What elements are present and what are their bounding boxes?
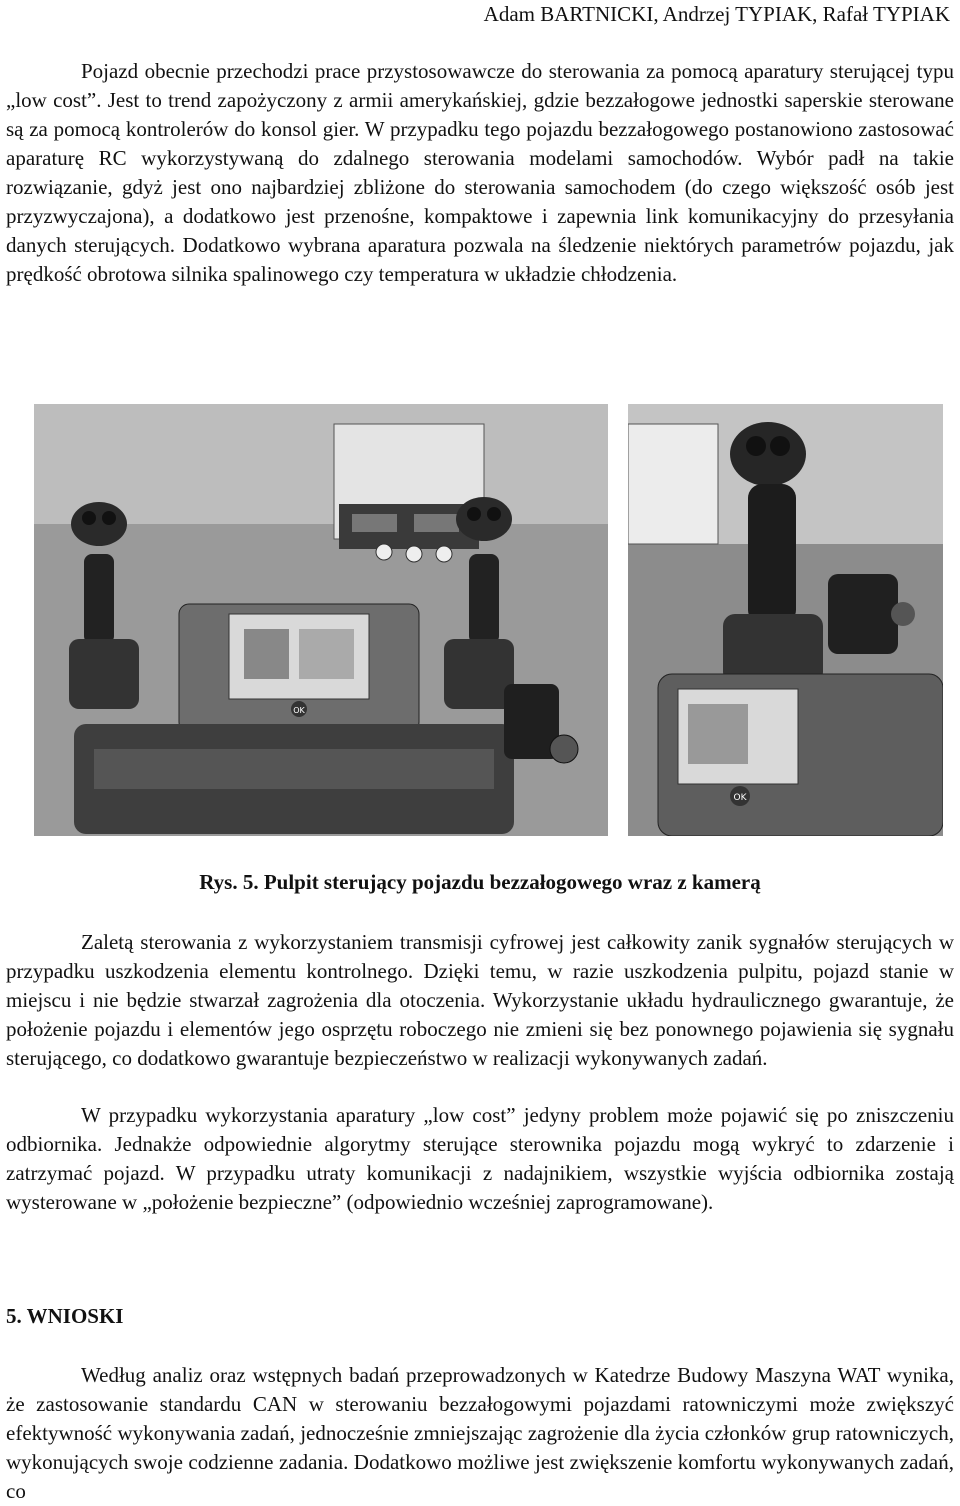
photo-control-desk-left xyxy=(34,404,608,836)
running-header-authors: Adam BARTNICKI, Andrzej TYPIAK, Rafał TYPIAK xyxy=(483,2,950,26)
paragraph-2: Zaletą sterowania z wykorzystaniem transmisji cyfrowej jest całkowity zanik sygnałów sterujących w przypadku uszkodzenia elementu kontrolnego. Dzięki temu, w razie uszkodzenia pulpitu, pojazd stanie w miejscu i nie będzie stwarzał zagrożenia dla otoczenia. Wykorzystanie układu hydraulicznego gwarantuje, że położenie pojazdu i elementów jego osprzętu roboczego nie zmieni się bez ponownego pojawienia się sygnału sterującego, co dodatkowo gwarantuje bezpieczeństwo w realizacji wykonywanych zadań. xyxy=(6,930,954,1070)
paragraph-4: Według analiz oraz wstępnych badań przeprowadzonych w Katedrze Budowy Maszyna WAT wynika, że zastosowanie standardu CAN w sterowaniu bezzałogowymi pojazdami ratowniczymi może zwiększyć efektywność wykonywania zadań, jednocześnie zmniejszając zagrożenie dla życia członków grup ratowniczych, wykonujących swoje codzienne zadania. Dodatkowo możliwe jest zwiększenie komfortu wykonywanych zadań, co xyxy=(6,1363,954,1503)
figure-caption: Rys. 5. Pulpit sterujący pojazdu bezzałogowego wraz z kamerą xyxy=(199,870,761,894)
paragraph-3: W przypadku wykorzystania aparatury „low cost” jedyny problem może pojawić się po zniszczeniu odbiornika. Jednakże odpowiednie algorytmy sterujące sterownika pojazdu mogą wykryć to zdarzenie i zatrzymać pojazd. W przypadku utraty komunikacji z nadajnikiem, wszystkie wyjścia odbiornika zostają wysterowane w „położenie bezpieczne” (odpowiednio wcześniej zaprogramowane). xyxy=(6,1103,954,1214)
section-heading-conclusions: 5. WNIOSKI xyxy=(6,1304,124,1328)
tablet-closeup xyxy=(658,674,943,836)
tablet-ok-label-left: OK xyxy=(293,706,305,715)
power-supply-unit xyxy=(334,424,484,562)
photo-control-desk-right xyxy=(628,404,943,836)
tablet-ok-label-right: OK xyxy=(733,793,747,803)
control-tablet xyxy=(179,604,419,732)
paragraph-1: Pojazd obecnie przechodzi prace przystosowawcze do sterowania za pomocą aparatury sterującej typu „low cost”. Jest to trend zapożyczony z armii amerykańskiej, gdzie bezzałogowe jednostki saperskie sterowane są za pomocą kontrolerów do konsol gier. W przypadku tego pojazdu bezzałogowego postanowiono zastosować aparaturę RC wykorzystywaną do zdalnego sterowania modelami samochodów. Wybór padł na takie rozwiązanie, gdyż jest ono najbardziej zbliżone do sterowania samochodem (do czego większość osób jest przyzwyczajona), a dodatkowo jest przenośne, kompaktowe i zapewnia link komunikacyjny do przesyłania danych sterujących. Dodatkowo wybrana aparatura pozwala na śledzenie niektórych parametrów pojazdu, jak prędkość obrotowa silnika spalinowego czy temperatura w układzie chłodzenia. xyxy=(6,59,954,286)
